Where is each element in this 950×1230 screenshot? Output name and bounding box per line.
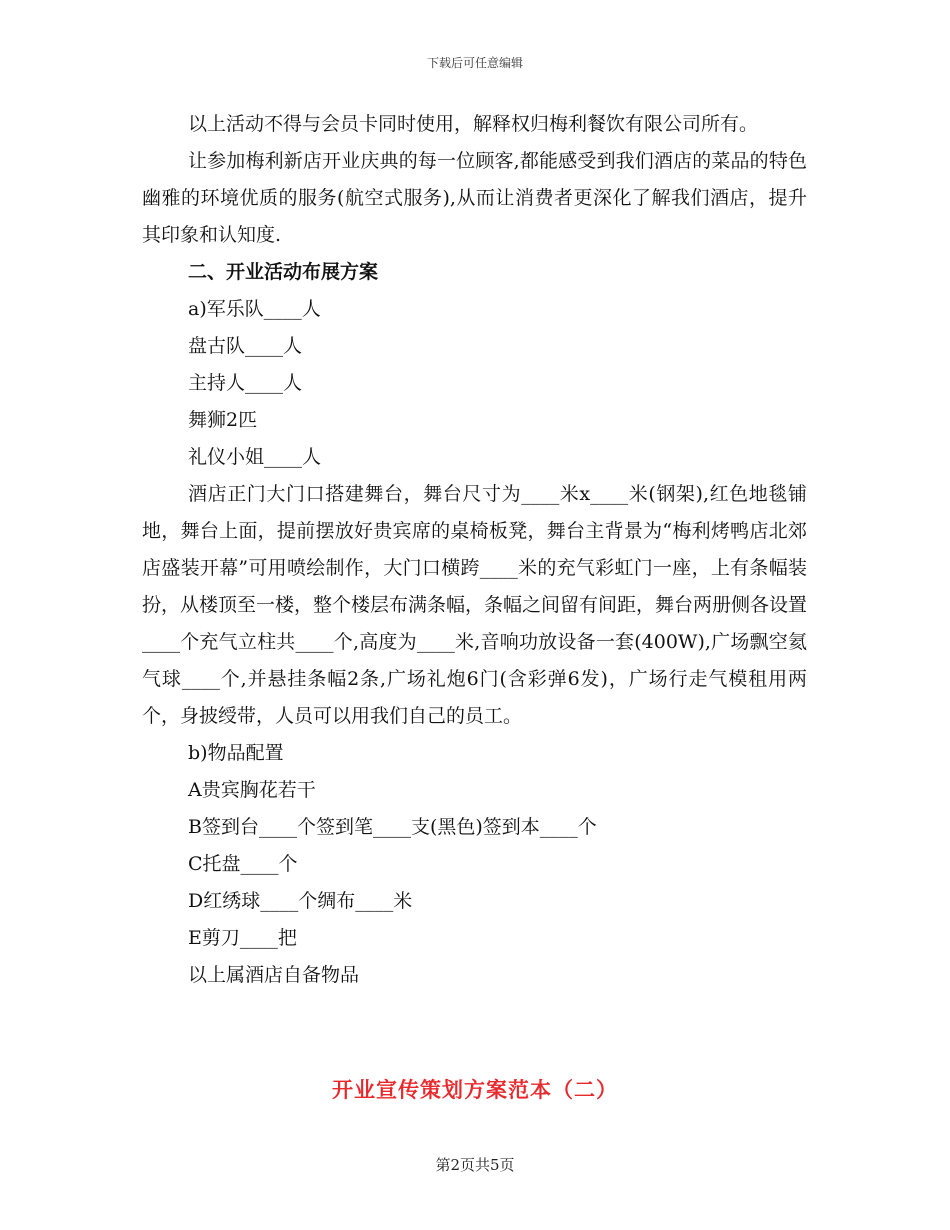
staff-line-drum: 盘古队____人	[188, 335, 303, 357]
item-line-c: C托盘____个	[188, 853, 298, 875]
item-line-a: A贵宾胸花若干	[188, 779, 316, 801]
paragraph-disclaimer: 以上活动不得与会员卡同时使用，解释权归梅利餐饮有限公司所有。	[188, 113, 759, 135]
staff-line-etiquette: 礼仪小姐____人	[188, 446, 322, 468]
paragraph-stage-setup: 酒店正门大门口搭建舞台，舞台尺寸为____米x____米(钢架),红色地毯铺地，舞台上面，提前摆放好贵宾席的桌椅板凳，舞台主背景为“梅利烤鸭店北郊店盛装开幕”可用喷绘制作，大门口横跨____米的充气彩虹门一座，上有条幅装扮，从楼顶至一楼，整个楼层布满条幅，条幅之间留有间距，舞台两册侧各设置____个充气立柱共____个,高度为____米,音响功放设备一套(400W),广场飘空氦气球____个,并悬挂条幅2条,广场礼炮6门(含彩弹6发)，广场行走气模租用两个，身披绶带，人员可以用我们自己的员工。	[142, 483, 808, 727]
section-title: 开业宣传策划方案范本（二）	[332, 1077, 618, 1102]
page-header: 下载后可任意编辑	[426, 56, 523, 70]
item-line-b: B签到台____个签到笔____支(黑色)签到本____个	[188, 816, 597, 838]
item-line-note: 以上属酒店自备物品	[188, 964, 360, 986]
staff-line-host: 主持人____人	[188, 372, 303, 394]
page-footer: 第2页共5页	[435, 1156, 515, 1174]
paragraph-purpose: 让参加梅利新店开业庆典的每一位顾客,都能感受到我们酒店的菜品的特色幽雅的环境优质的服务(航空式服务),从而让消费者更深化了解我们酒店，提升其印象和认知度.	[142, 150, 807, 246]
staff-line-band: a)军乐队____人	[188, 298, 321, 320]
staff-line-lion-dance: 舞狮2匹	[188, 409, 258, 431]
document-body	[142, 106, 807, 994]
item-line-header: b)物品配置	[188, 742, 284, 764]
item-line-e: E剪刀____把	[188, 927, 297, 949]
item-line-d: D红绣球____个绸布____米	[188, 890, 413, 912]
section-heading-2: 二、开业活动布展方案	[188, 261, 379, 283]
